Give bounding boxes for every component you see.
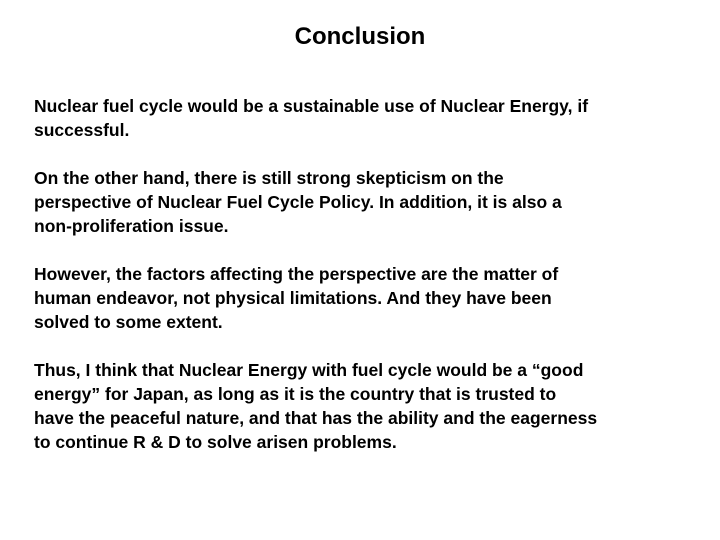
paragraph-sustainable-use: Nuclear fuel cycle would be a sustainable use of Nuclear Energy, if successful.	[34, 96, 589, 140]
paragraph-human-endeavor: However, the factors affecting the perspective are the matter of human endeavor, not physical limitations. And they have been solved to some extent.	[34, 264, 559, 332]
paragraph-good-energy: Thus, I think that Nuclear Energy with fuel cycle would be a “good energy” for Japan, as long as it is the country that is trusted to have the peaceful nature, and that has the ability and the eagerness to continue R & D to solve arisen problems.	[34, 360, 598, 452]
slide-title: Conclusion	[294, 23, 426, 50]
paragraph-skepticism: On the other hand, there is still strong skepticism on the perspective of Nuclear Fuel Cycle Policy. In addition, it is also a non-proliferation issue.	[34, 168, 562, 236]
slide-body	[34, 94, 694, 478]
